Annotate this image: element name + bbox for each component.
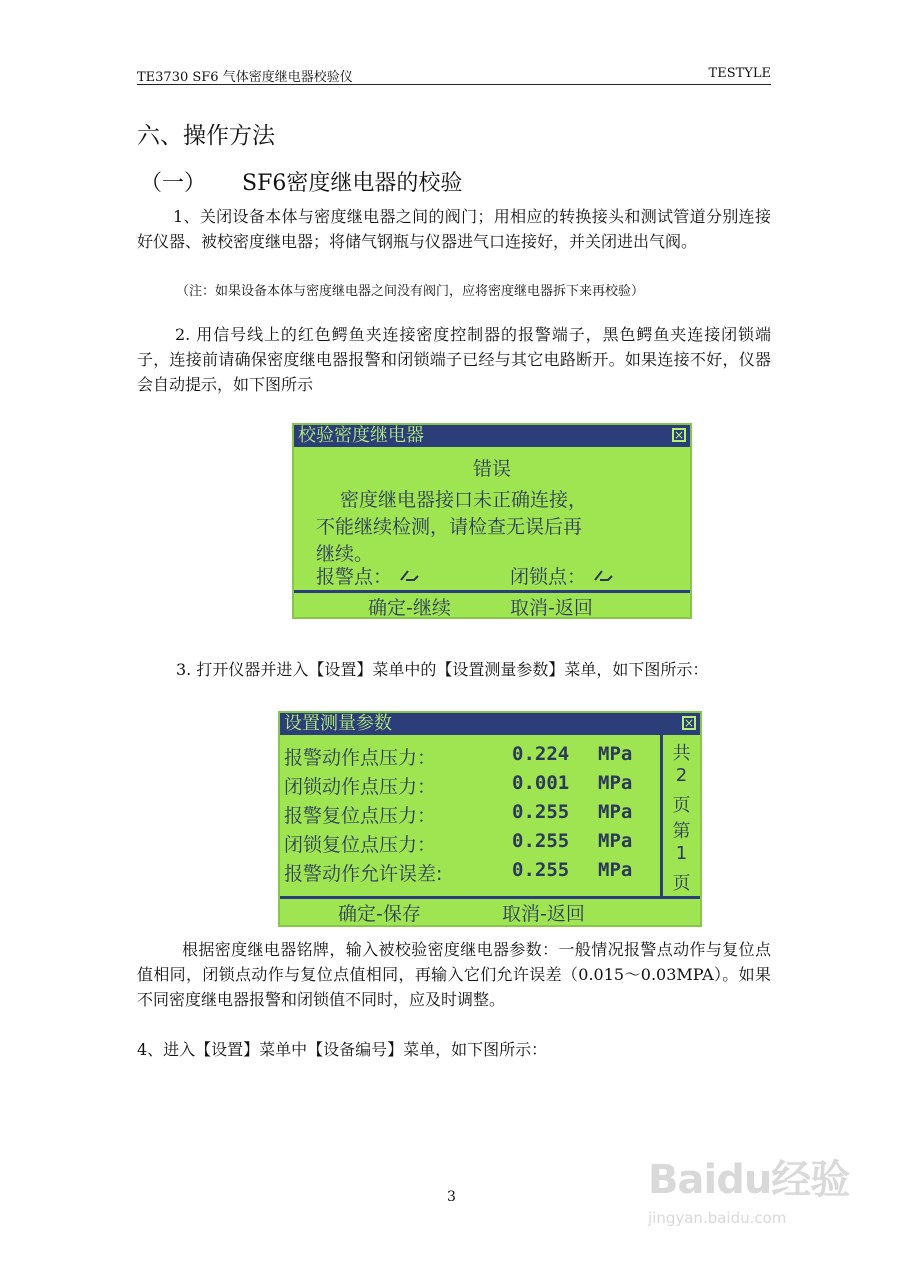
- alarm-point-icon: [398, 566, 422, 588]
- note-step-1: （注：如果设备本体与密度继电器之间没有阀门，应将密度继电器拆下来再校验）: [176, 284, 645, 299]
- setting-label: 闭锁复位点压力：: [284, 834, 437, 856]
- setting-label: 报警动作允许误差:: [284, 863, 443, 885]
- subsection-text: SF6密度继电器的校验: [242, 171, 463, 196]
- lcd-title-bar: [294, 425, 690, 447]
- setting-label: 报警复位点压力：: [284, 805, 437, 827]
- header-divider: [137, 84, 771, 85]
- lock-point-label: 闭锁点：: [510, 566, 587, 588]
- running-header-right: TESTYLE: [708, 66, 771, 81]
- error-message-line-1: 密度继电器接口未正确连接，: [340, 489, 588, 511]
- setting-label: 闭锁动作点压力：: [284, 776, 437, 798]
- subsection-title: [140, 166, 462, 197]
- page-indicator-char: 2: [675, 765, 688, 786]
- alarm-point-label: 报警点：: [316, 566, 393, 588]
- page-indicator-char: 页: [672, 873, 691, 894]
- setting-unit: MPa: [598, 743, 633, 765]
- alarm-point-status: [316, 562, 422, 589]
- page-indicator-char: 1: [675, 843, 688, 864]
- page-indicator-char: 页: [672, 795, 691, 816]
- paragraph-step-4: 4、进入【设置】菜单中【设备编号】菜单，如下图所示：: [137, 1040, 548, 1059]
- paragraph-step-3: 3. 打开仪器并进入【设置】菜单中的【设置测量参数】菜单，如下图所示：: [176, 660, 709, 679]
- lcd-title: 校验密度继电器: [298, 425, 424, 446]
- setting-unit: MPa: [598, 830, 633, 852]
- lcd-settings-screen: [280, 713, 700, 925]
- watermark-logo: Baidu经验: [648, 1157, 850, 1203]
- error-message-line-3: 继续。: [316, 543, 374, 565]
- setting-value-field[interactable]: 0.255: [512, 830, 570, 852]
- paragraph-step-1: 1、关闭设备本体与密度继电器之间的阀门；用相应的转换接头和测试管道分别连接好仪器、被校密度继电器；将储气钢瓶与仪器进气口连接好，并关闭进出气阀。: [137, 207, 771, 251]
- paragraph-parameter-note: 根据密度继电器铭牌，输入被校验密度继电器参数：一般情况报警点动作与复位点值相同，闭锁点动作与复位点值相同，再输入它们允许误差（0.015～0.03MPA）。如果不同密度继电器报警和闭锁值不同时，应及时调整。: [137, 940, 771, 1009]
- setting-unit: MPa: [598, 772, 633, 794]
- error-message-line-2: 不能继续检测，请检查无误后再: [316, 516, 583, 538]
- page-indicator: [663, 737, 700, 897]
- lcd-footer-divider: [294, 590, 690, 593]
- close-icon: ×: [674, 428, 685, 442]
- page-indicator-char: 共: [672, 743, 691, 764]
- running-header-left: TE3730 SF6 气体密度继电器校验仪: [137, 70, 353, 85]
- section-title: 六、操作方法: [137, 123, 275, 149]
- error-heading: 错误: [472, 458, 511, 480]
- setting-label: 报警动作点压力：: [284, 747, 437, 769]
- subsection-number: （一）: [140, 171, 207, 196]
- lcd-error-screen: [294, 425, 690, 617]
- watermark-url: jingyan.baidu.com: [648, 1209, 787, 1227]
- page-number: 3: [447, 1189, 456, 1205]
- paragraph-step-2: 2. 用信号线上的红色鳄鱼夹连接密度控制器的报警端子，黑色鳄鱼夹连接闭锁端子，连接前请确保密度继电器报警和闭锁端子已经与其它电路断开。如果连接不好，仪器会自动提示，如下图所示: [137, 325, 771, 394]
- close-icon: ×: [684, 716, 695, 730]
- page-indicator-char: 第: [672, 821, 691, 842]
- lcd-title-bar: [280, 713, 700, 735]
- setting-value-field[interactable]: 0.224: [512, 743, 570, 765]
- setting-value-field[interactable]: 0.001: [512, 772, 570, 794]
- confirm-continue-button[interactable]: 确定-继续: [368, 597, 451, 617]
- lcd-title: 设置测量参数: [284, 713, 392, 734]
- setting-value-field[interactable]: 0.255: [512, 801, 570, 823]
- cancel-return-button[interactable]: 取消-返回: [502, 903, 585, 925]
- setting-unit: MPa: [598, 801, 633, 823]
- cancel-return-button[interactable]: 取消-返回: [510, 597, 593, 617]
- lock-point-icon: [592, 566, 616, 588]
- setting-unit: MPa: [598, 859, 633, 881]
- watermark: [648, 1148, 849, 1227]
- lock-point-status: [510, 562, 616, 589]
- confirm-save-button[interactable]: 确定-保存: [338, 903, 421, 925]
- setting-value-field[interactable]: 0.255: [512, 859, 570, 881]
